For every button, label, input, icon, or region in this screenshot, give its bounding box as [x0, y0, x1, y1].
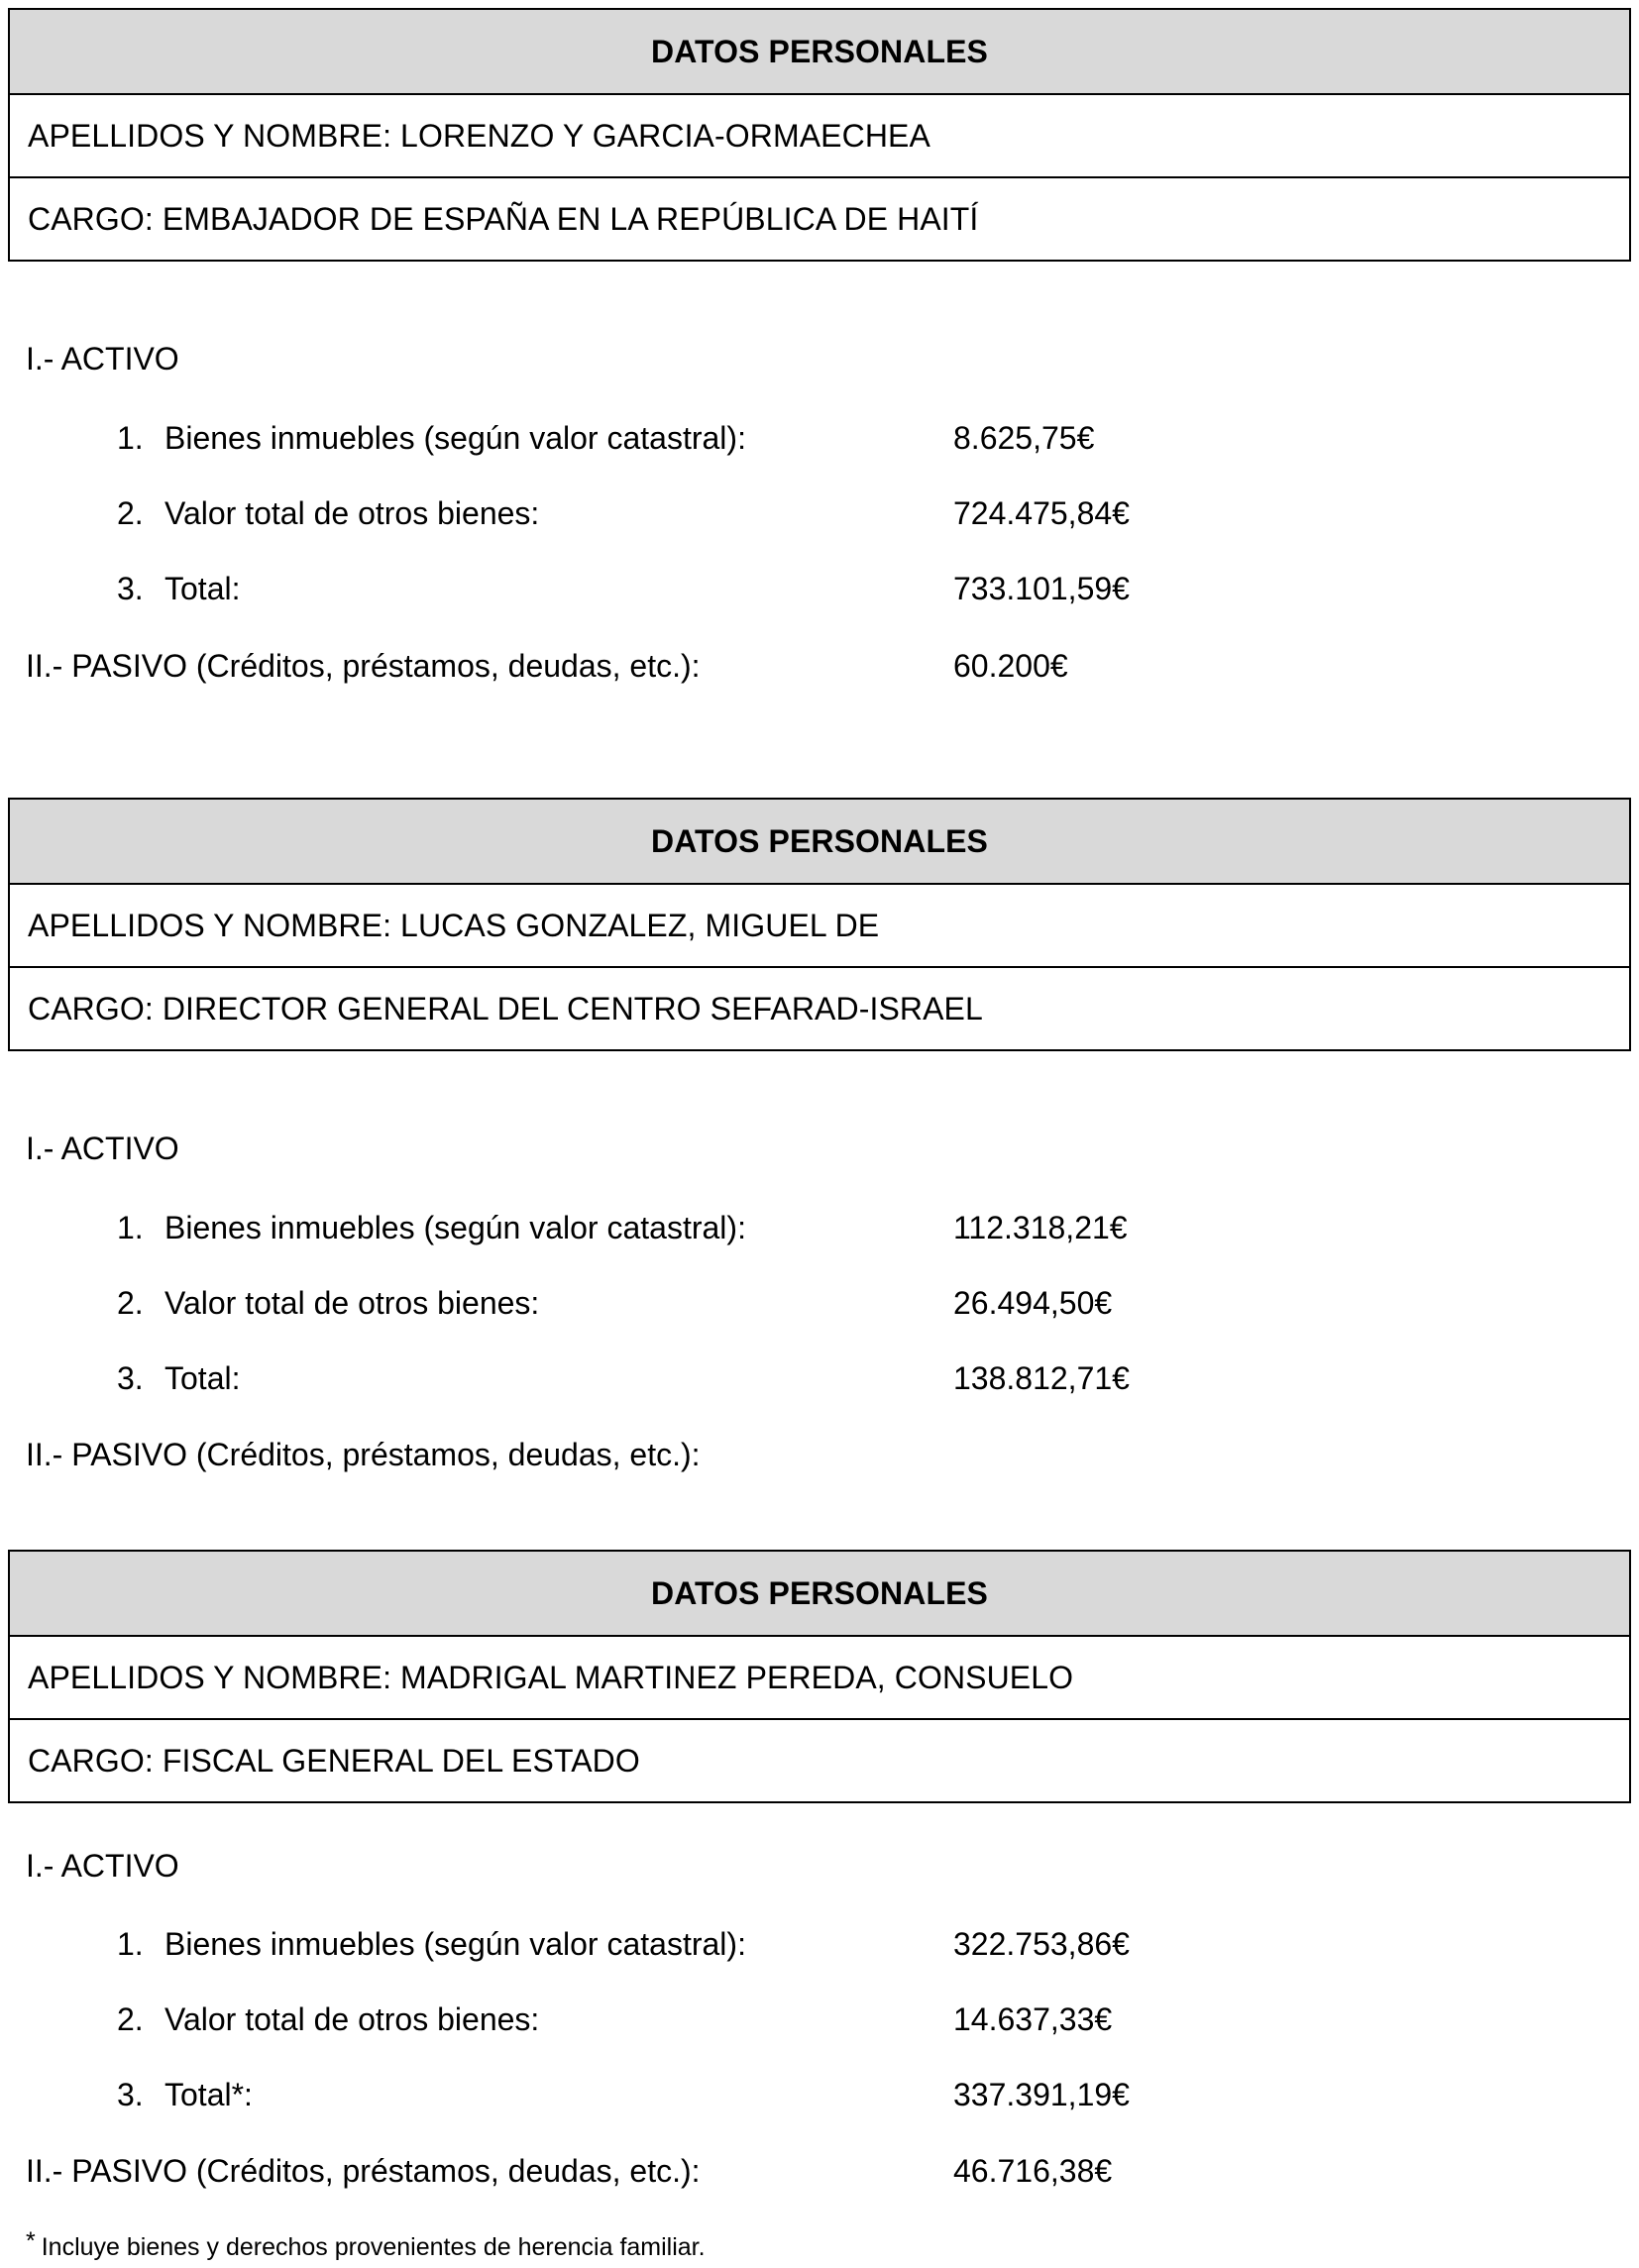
item-number: 3. [117, 571, 144, 606]
personal-data-table-2 [8, 798, 1631, 1051]
item-value: 322.753,86€ [953, 1926, 1130, 1962]
personal-data-table-3 [8, 1550, 1631, 1803]
pasivo-label: II.- PASIVO (Créditos, préstamos, deudas, etc.): [26, 648, 701, 684]
footnote-text: Incluye bienes y derechos provenientes de herencia familiar. [41, 2233, 706, 2261]
name-row: APELLIDOS Y NOMBRE: LUCAS GONZALEZ, MIGUEL DE [10, 883, 1629, 966]
item-value: 138.812,71€ [953, 1360, 1130, 1396]
pasivo-label: II.- PASIVO (Créditos, préstamos, deudas, etc.): [26, 1437, 701, 1472]
activo-label: I.- ACTIVO [26, 1848, 179, 1884]
position-row: CARGO: DIRECTOR GENERAL DEL CENTRO SEFARAD-ISRAEL [10, 966, 1629, 1049]
position-row: CARGO: FISCAL GENERAL DEL ESTADO [10, 1718, 1629, 1801]
item-label: Total: [164, 571, 241, 606]
footnote-marker: * [26, 2227, 36, 2255]
item-label: Valor total de otros bienes: [164, 495, 540, 531]
item-value: 337.391,19€ [953, 2077, 1130, 2112]
item-label: Total: [164, 1360, 241, 1396]
item-value: 112.318,21€ [953, 1210, 1128, 1245]
item-number: 2. [117, 495, 144, 531]
pasivo-value: 60.200€ [953, 648, 1068, 684]
name-row: APELLIDOS Y NOMBRE: LORENZO Y GARCIA-ORMAECHEA [10, 93, 1629, 176]
item-number: 3. [117, 1360, 144, 1396]
item-label: Valor total de otros bienes: [164, 2001, 540, 2037]
item-value: 26.494,50€ [953, 1285, 1113, 1321]
personal-data-table-1 [8, 8, 1631, 262]
table-header: DATOS PERSONALES [10, 1552, 1629, 1635]
activo-label: I.- ACTIVO [26, 341, 179, 377]
item-number: 1. [117, 1926, 144, 1962]
item-value: 14.637,33€ [953, 2001, 1113, 2037]
item-number: 1. [117, 1210, 144, 1245]
item-number: 1. [117, 420, 144, 456]
pasivo-value: 46.716,38€ [953, 2153, 1113, 2189]
item-value: 733.101,59€ [953, 571, 1130, 606]
table-header: DATOS PERSONALES [10, 10, 1629, 93]
item-label: Valor total de otros bienes: [164, 1285, 540, 1321]
item-number: 3. [117, 2077, 144, 2112]
item-number: 2. [117, 1285, 144, 1321]
item-label: Bienes inmuebles (según valor catastral): [164, 1926, 746, 1962]
name-row: APELLIDOS Y NOMBRE: MADRIGAL MARTINEZ PEREDA, CONSUELO [10, 1635, 1629, 1718]
table-header: DATOS PERSONALES [10, 800, 1629, 883]
item-number: 2. [117, 2001, 144, 2037]
activo-label: I.- ACTIVO [26, 1131, 179, 1166]
footnote [26, 2227, 706, 2262]
item-value: 8.625,75€ [953, 420, 1095, 456]
pasivo-label: II.- PASIVO (Créditos, préstamos, deudas, etc.): [26, 2153, 701, 2189]
item-value: 724.475,84€ [953, 495, 1130, 531]
item-label: Bienes inmuebles (según valor catastral): [164, 1210, 746, 1245]
item-label: Bienes inmuebles (según valor catastral): [164, 420, 746, 456]
item-label: Total*: [164, 2077, 253, 2112]
position-row: CARGO: EMBAJADOR DE ESPAÑA EN LA REPÚBLICA DE HAITÍ [10, 176, 1629, 260]
